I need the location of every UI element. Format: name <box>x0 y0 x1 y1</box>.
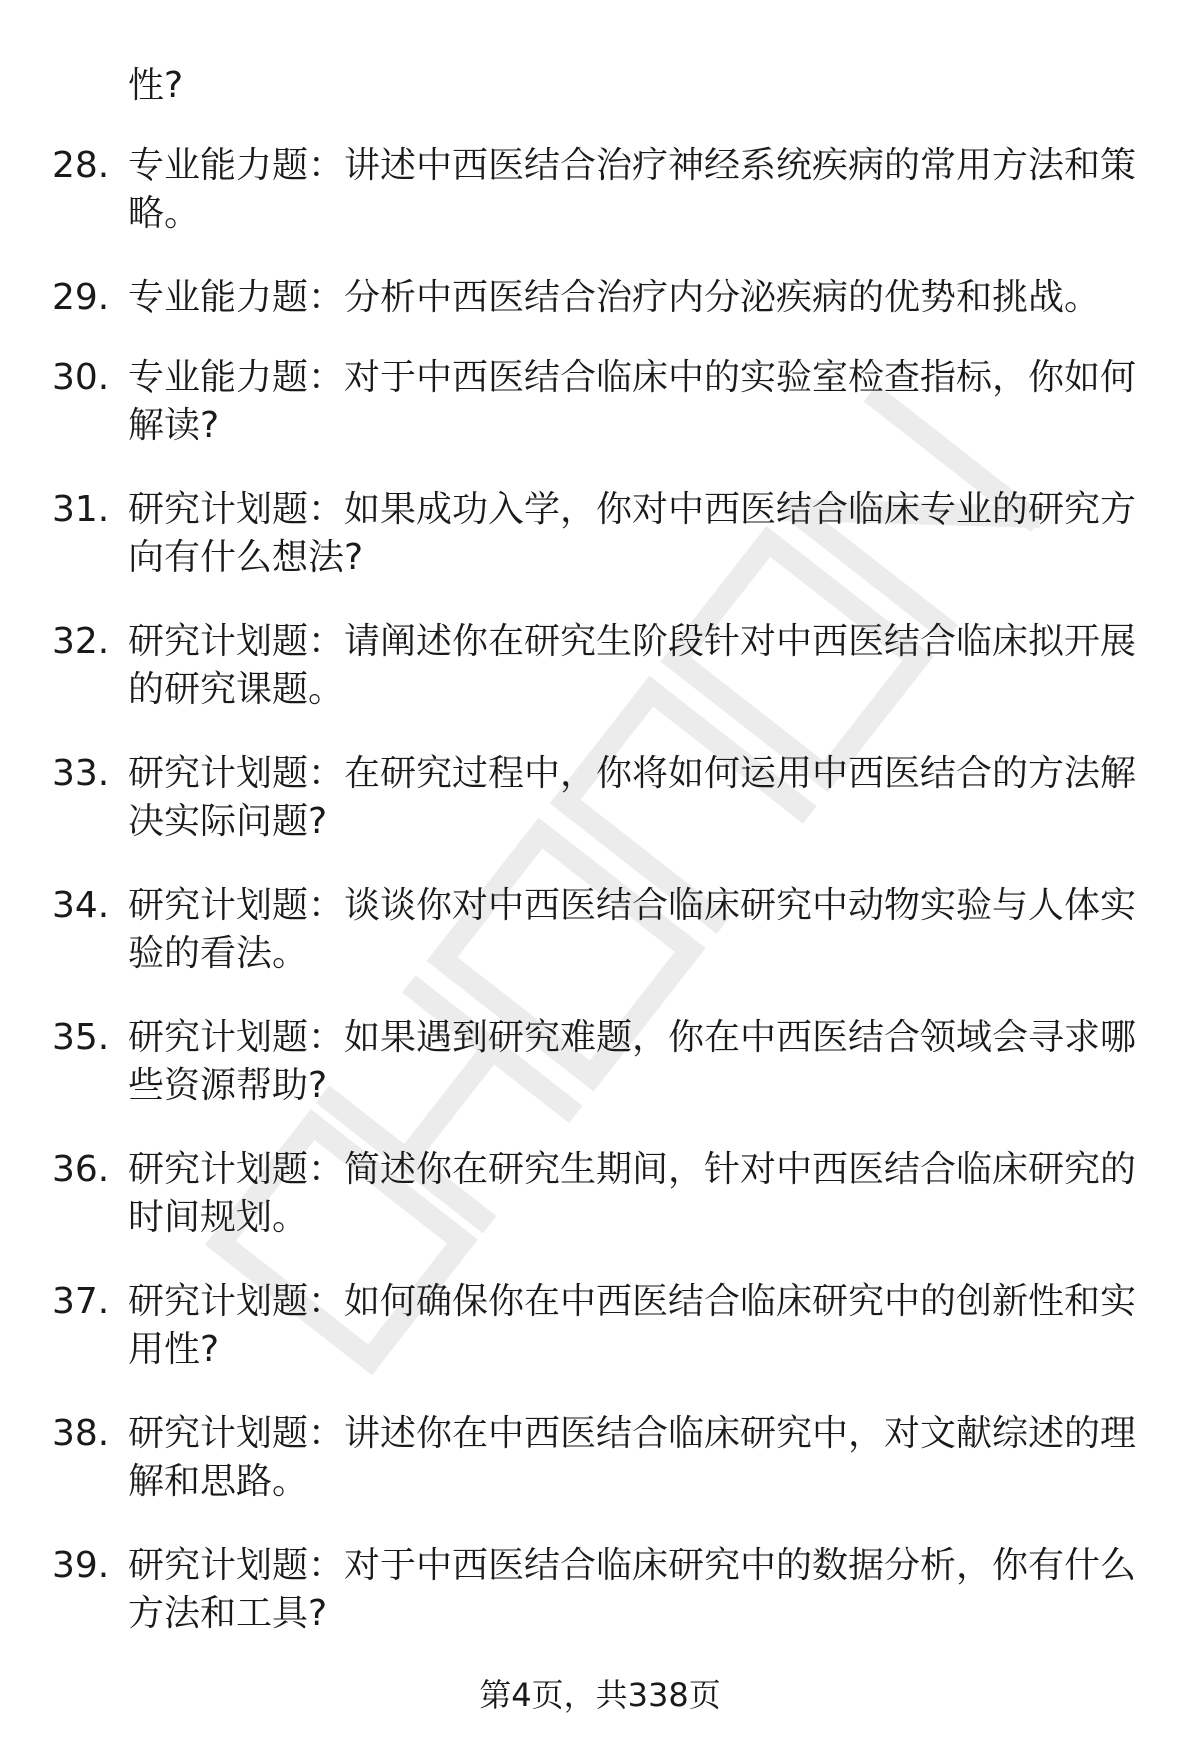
question-number: 36. <box>52 1149 110 1190</box>
question-number: 28. <box>52 145 110 186</box>
question-text: 研究计划题：对于中西医结合临床研究中的数据分析，你有什么方法和工具? <box>128 1545 1137 1634</box>
question-list <box>0 142 1200 1674</box>
question-text: 研究计划题：如果遇到研究难题，你在中西医结合领域会寻求哪些资源帮助? <box>128 1017 1137 1106</box>
list-item <box>0 618 1200 750</box>
list-item <box>0 1146 1200 1278</box>
list-item <box>0 274 1200 354</box>
question-text: 专业能力题：讲述中西医结合治疗神经系统疾病的常用方法和策略。 <box>128 145 1137 234</box>
list-item <box>0 750 1200 882</box>
list-item <box>0 1014 1200 1146</box>
list-item <box>0 882 1200 1014</box>
question-text: 研究计划题：请阐述你在研究生阶段针对中西医结合临床拟开展的研究课题。 <box>128 621 1137 710</box>
list-item <box>0 1278 1200 1410</box>
question-number: 34. <box>52 885 110 926</box>
list-item <box>0 486 1200 618</box>
page-footer: 第4页，共338页 <box>479 1676 721 1714</box>
question-number: 33. <box>52 753 110 794</box>
question-text: 研究计划题：谈谈你对中西医结合临床研究中动物实验与人体实验的看法。 <box>128 885 1137 974</box>
question-number: 29. <box>52 277 110 318</box>
question-number: 38. <box>52 1413 110 1454</box>
question-number: 31. <box>52 489 110 530</box>
question-text: 研究计划题：讲述你在中西医结合临床研究中，对文献综述的理解和思路。 <box>128 1413 1137 1502</box>
question-number: 30. <box>52 357 110 398</box>
question-text: 研究计划题：如何确保你在中西医结合临床研究中的创新性和实用性? <box>128 1281 1137 1370</box>
question-number: 39. <box>52 1545 110 1586</box>
question-number: 32. <box>52 621 110 662</box>
question-text: 研究计划题：在研究过程中，你将如何运用中西医结合的方法解决实际问题? <box>128 753 1137 842</box>
question-text: 专业能力题：分析中西医结合治疗内分泌疾病的优势和挑战。 <box>128 277 1101 318</box>
question-text: 专业能力题：对于中西医结合临床中的实验室检查指标，你如何解读? <box>128 357 1137 446</box>
list-item <box>0 1410 1200 1542</box>
list-item <box>0 1542 1200 1674</box>
question-number: 35. <box>52 1017 110 1058</box>
list-item <box>0 354 1200 486</box>
continued-text: 性? <box>128 65 184 106</box>
question-text: 研究计划题：如果成功入学，你对中西医结合临床专业的研究方向有什么想法? <box>128 489 1137 578</box>
question-number: 37. <box>52 1281 110 1322</box>
question-text: 研究计划题：简述你在研究生期间，针对中西医结合临床研究的时间规划。 <box>128 1149 1137 1238</box>
list-item <box>0 142 1200 274</box>
